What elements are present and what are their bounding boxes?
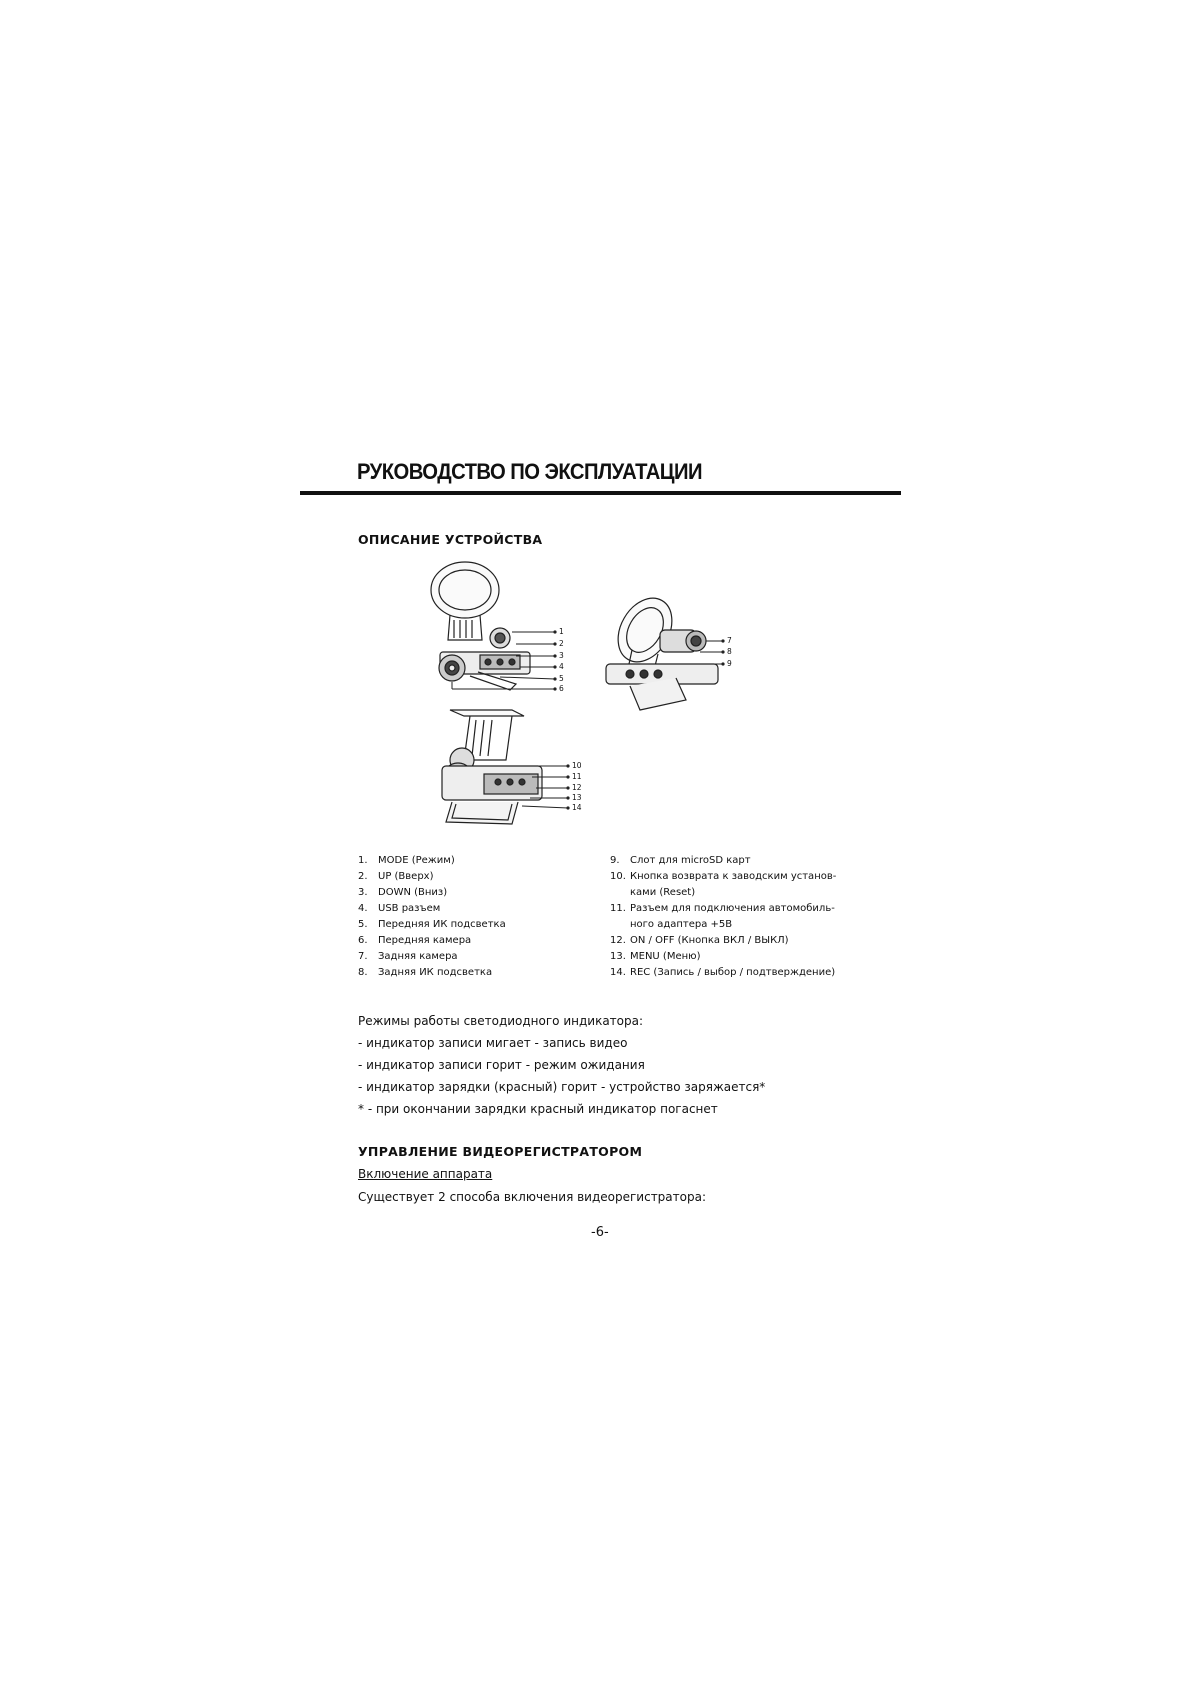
callout-label: 10 <box>572 761 582 770</box>
callout-label: 13 <box>572 793 582 802</box>
list-item: 2. UP (Вверх) <box>358 871 434 882</box>
rear-view-drawing <box>442 710 542 824</box>
callout-label: 6 <box>559 684 564 693</box>
subheading-power-on: Включение аппарата <box>358 1167 493 1181</box>
callout-label: 14 <box>572 803 582 812</box>
list-item: 12. ON / OFF (Кнопка ВКЛ / ВЫКЛ) <box>610 935 789 946</box>
callout-label: 4 <box>559 662 564 671</box>
led-mode-line: - индикатор зарядки (красный) горит - устройство заряжается* <box>358 1080 766 1094</box>
list-item: 5. Передняя ИК подсветка <box>358 919 506 930</box>
list-item: 4. USB разъем <box>358 903 441 914</box>
side-view-drawing <box>606 589 718 710</box>
callout-label: 11 <box>572 772 582 781</box>
parts-list-right <box>610 853 844 981</box>
parts-list-left <box>358 853 588 981</box>
page-number: -6- <box>591 1225 609 1240</box>
list-item: 8. Задняя ИК подсветка <box>358 967 493 978</box>
callout-label: 9 <box>727 659 732 668</box>
led-footnote: * - при окончании зарядки красный индикатор погаснет <box>358 1102 718 1116</box>
callout-label: 1 <box>559 627 564 636</box>
section-heading-dvr-control: УПРАВЛЕНИЕ ВИДЕОРЕГИСТРАТОРОМ <box>358 1144 643 1159</box>
device-diagram <box>420 560 820 840</box>
led-mode-line: - индикатор записи горит - режим ожидания <box>358 1058 645 1072</box>
device-line-drawing <box>420 560 820 840</box>
callout-label: 5 <box>559 674 564 683</box>
list-item: 7. Задняя камера <box>358 951 458 962</box>
list-item: 1. MODE (Режим) <box>358 855 455 866</box>
list-item: 10. Кнопка возврата к заводским установ-ками (Reset) <box>610 871 837 898</box>
callout-label: 3 <box>559 651 564 660</box>
page-title: РУКОВОДСТВО ПО ЭКСПЛУАТАЦИИ <box>357 459 703 484</box>
list-item: 6. Передняя камера <box>358 935 472 946</box>
callout-label: 12 <box>572 783 582 792</box>
list-item: 9. Слот для microSD карт <box>610 855 751 866</box>
power-on-text: Существует 2 способа включения видеорегистратора: <box>358 1190 706 1204</box>
list-item: 11. Разъем для подключения автомобиль-ного адаптера +5В <box>610 903 835 930</box>
callout-label: 7 <box>727 636 732 645</box>
list-item: 3. DOWN (Вниз) <box>358 887 448 898</box>
callout-label: 8 <box>727 647 732 656</box>
led-mode-line: - индикатор записи мигает - запись видео <box>358 1036 628 1050</box>
front-view-drawing <box>431 562 530 690</box>
section-heading-device-description: ОПИСАНИЕ УСТРОЙСТВА <box>358 532 543 547</box>
list-item: 13. MENU (Меню) <box>610 951 701 962</box>
led-modes-intro: Режимы работы светодиодного индикатора: <box>358 1014 644 1028</box>
callout-label: 2 <box>559 639 564 648</box>
title-divider <box>300 491 901 495</box>
list-item: 14. REC (Запись / выбор / подтверждение) <box>610 967 836 978</box>
